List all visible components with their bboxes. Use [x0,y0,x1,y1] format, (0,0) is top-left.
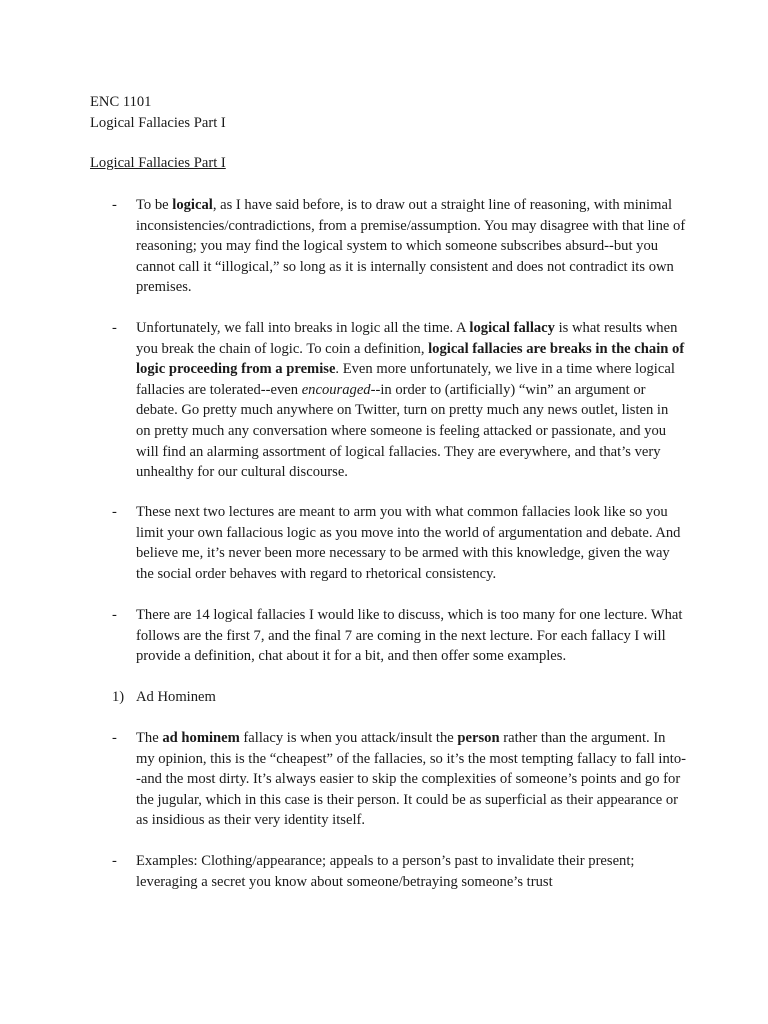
bullet-item [90,728,690,831]
bullet-item [90,318,690,483]
bullet-marker: - [112,504,117,520]
bold-term: person [457,730,500,746]
bullet-text [136,318,686,483]
document-header [90,92,226,133]
bullet-text [136,851,686,892]
bold-term: logical fallacy [469,320,555,336]
text-run: fallacy is when you attack/insult the [239,730,458,746]
section-title: Logical Fallacies Part I [90,155,226,171]
text-run: Examples: Clothing/appearance; appeals to a person’s past to invalidate their present; leveraging a secret you know about someone/betraying someone’s trust [136,853,635,890]
text-run: rather than the argument. In my opinion, this is the “cheapest” of the fallacies, so it’s the most tempting fallacy to fall into--and the most dirty. It’s always easier to skip the complexities of someone’s points and go for the jugular, which in this case is their person. It could be as superficial as their appearance or as insidious as their very identity itself. [136,730,686,829]
text-run: . Even more unfortunately, we live in a time where logical fallacies are tolerated--even [136,361,675,398]
bullet-item [90,195,690,298]
numbered-heading [90,687,690,708]
text-run: is what results when you break the chain of logic. To coin a definition, [136,320,678,357]
text-run: There are 14 logical fallacies I would like to discuss, which is too many for one lecture. What follows are the first 7, and the final 7 are coming in the next lecture. For each fallacy I will provide a definition, chat about it for a bit, and then offer some examples. [136,607,683,665]
text-run: These next two lectures are meant to arm you with what common fallacies look like so you limit your own fallacious logic as you move into the world of argumentation and debate. And believe me, it’s never been more necessary to be armed with this knowledge, given the way the social order behaves with regard to rhetorical consistency. [136,504,681,582]
bullet-text [136,728,686,831]
bullet-item [90,502,690,584]
document-subtitle: Logical Fallacies Part I [90,114,226,131]
numbered-heading-label: Ad Hominem [136,689,216,705]
bullet-marker: - [112,197,117,213]
bullet-marker: - [112,730,117,746]
bullet-text [136,195,686,298]
bold-term: logical [172,197,213,213]
bullet-marker: - [112,853,117,869]
text-run: , as I have said before, is to draw out a straight line of reasoning, with minimal inconsistencies/contradictions, from a premise/assumption. You may disagree with that line of reasoning; you may find the logical system to which someone subscribes absurd--but you cannot call it “illogical,” so long as it is internally consistent and does not contradict its own premises. [136,197,686,296]
bold-term: logical fallacies are breaks in the chain of logic proceeding from a premise [136,340,685,378]
bullet-text [136,502,686,584]
text-run: --in order to (artificially) “win” an argument or debate. Go pretty much anywhere on Twitter, turn on pretty much any news outlet, listen in on pretty much any conversation where someone is feeling attacked or passionate, and you will find an alarming assortment of logical fallacies. They are everywhere, and that’s very unhealthy for our cultural discourse. [136,381,669,481]
course-code: ENC 1101 [90,94,152,110]
bullet-marker: - [112,607,117,623]
bullet-marker: - [112,320,117,336]
bullet-item [90,851,690,892]
bullet-text [136,605,686,667]
bold-term: ad hominem [162,730,240,746]
text-run: The [136,730,163,746]
bullet-item [90,605,690,667]
text-run: To be [136,197,173,213]
italic-term: encouraged [301,381,371,398]
text-run: Unfortunately, we fall into breaks in logic all the time. A [136,320,470,336]
number-marker: 1) [112,689,125,705]
